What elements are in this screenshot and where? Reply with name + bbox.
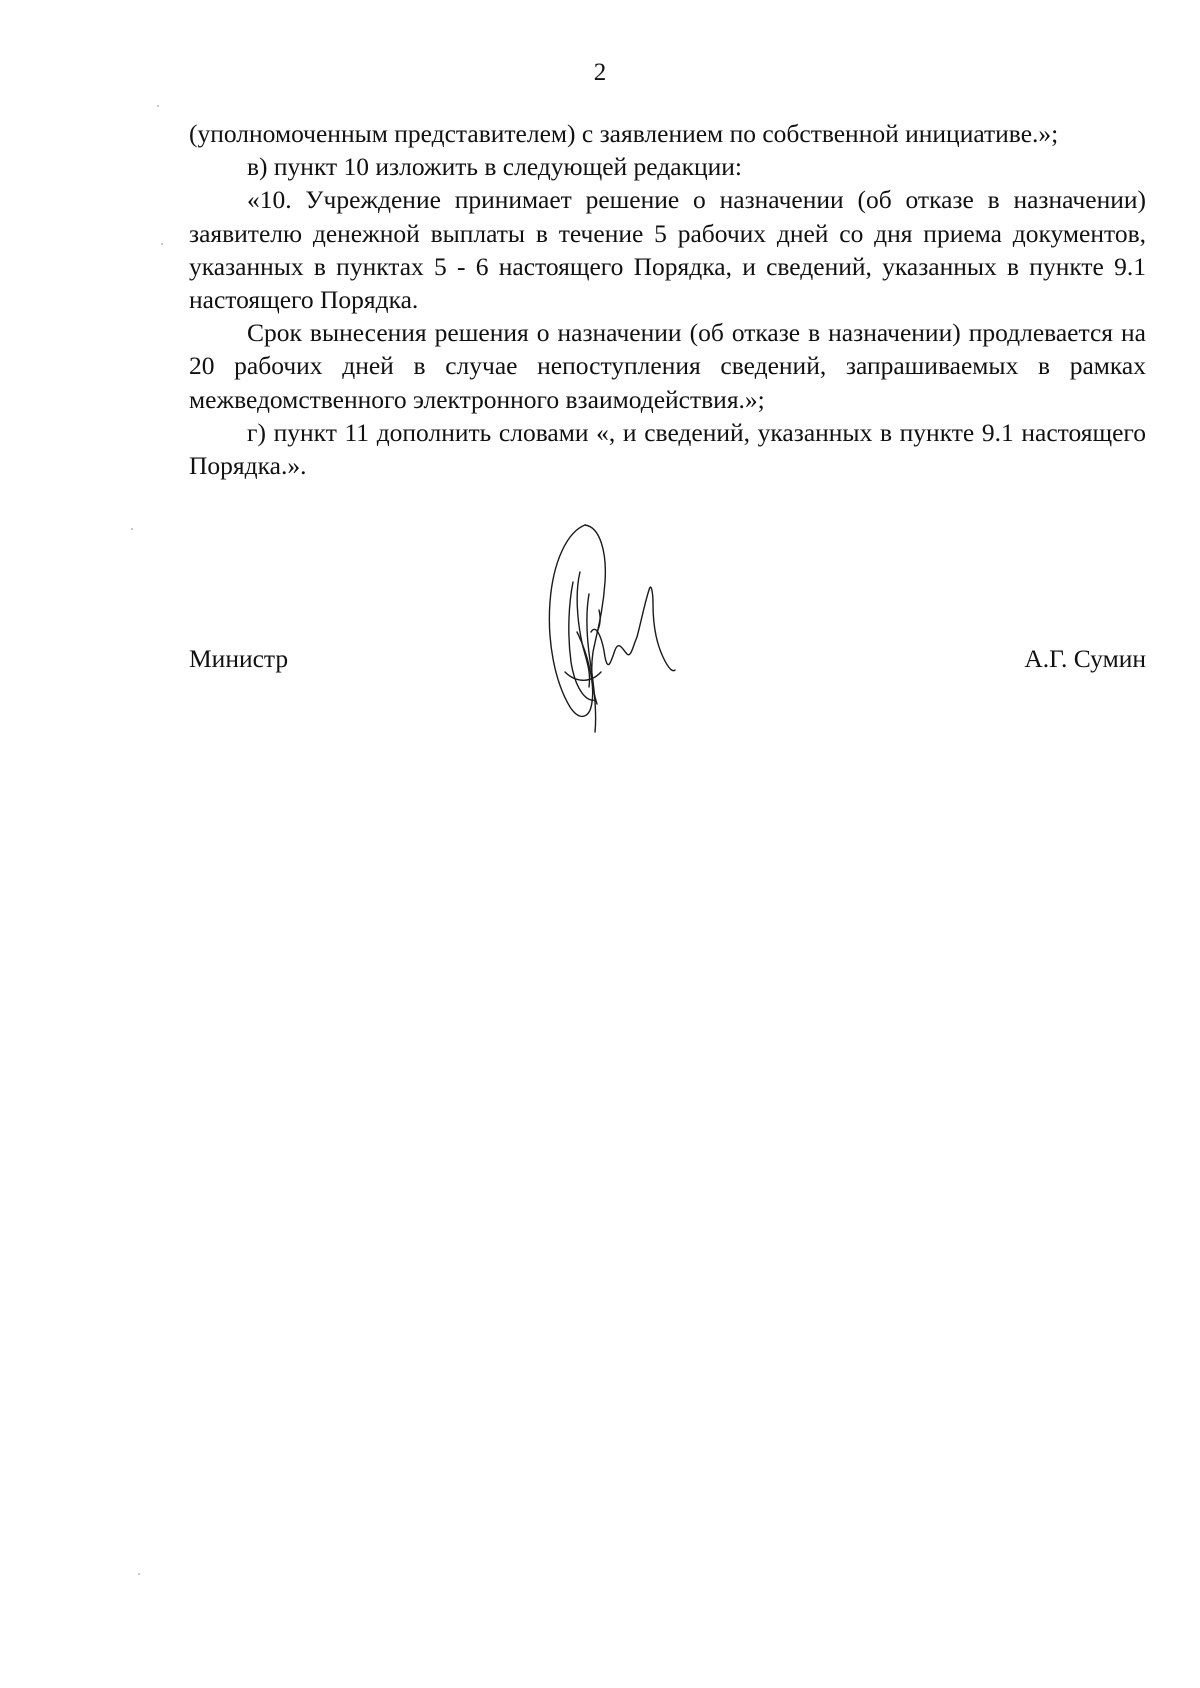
scan-speck [161, 243, 163, 245]
paragraph-deadline-extension: Срок вынесения решения о назначении (об отказе в назначении) продлевается на 20 рабочих дней в случае непоступления сведений, запрашиваемых в рамках межведомственного электронного взаимодействия.»; [189, 318, 1146, 414]
paragraph-item-v: в) пункт 10 изложить в следующей редакции: [247, 152, 742, 182]
scan-speck [157, 105, 159, 107]
scan-speck [138, 1573, 140, 1575]
document-body [189, 117, 1146, 482]
paragraph-point-10: «10. Учреждение принимает решение о назначении (об отказе в назначении) заявителю денежной выплаты в течение 5 рабочих дней со дня приема документов, указанных в пунктах 5 - 6 настоящего Порядка, и сведений, указанных в пункте 9.1 настоящего Порядка. [189, 185, 1146, 315]
page-number: 2 [593, 59, 607, 86]
handwritten-signature [545, 522, 680, 737]
paragraph-item-g: г) пункт 11 дополнить словами «, и сведений, указанных в пункте 9.1 настоящего Порядка.». [189, 417, 1146, 481]
signer-name: А.Г. Сумин [1024, 644, 1146, 673]
paragraph-continuation: (уполномоченным представителем) с заявлением по собственной инициативе.»; [189, 119, 1059, 148]
scan-speck [131, 528, 133, 530]
signer-title: Министр [189, 644, 289, 673]
